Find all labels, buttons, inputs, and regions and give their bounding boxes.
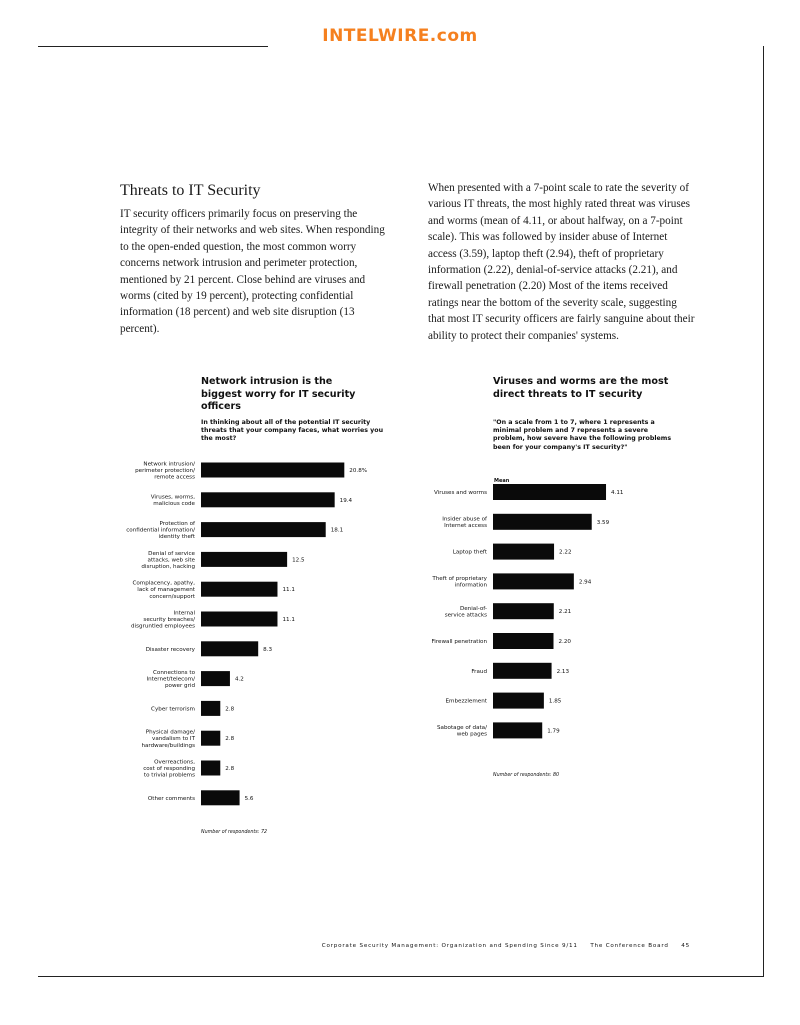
- category-label: Fraud: [471, 668, 487, 675]
- bar-value-label: 11.1: [282, 617, 295, 623]
- category-label: web pages: [456, 731, 487, 738]
- category-label: malicious code: [153, 501, 195, 508]
- category-label: Internet access: [444, 523, 487, 530]
- category-label: Overreactions,: [154, 759, 195, 766]
- bar-value-label: 2.8: [225, 766, 235, 772]
- bar-value-label: 2.22: [559, 549, 572, 556]
- category-label: Viruses and worms: [433, 490, 487, 496]
- category-label: remote access: [154, 474, 195, 481]
- bar: [493, 484, 606, 500]
- chart1-question: In thinking about all of the potential IT security threats that your company faces, what worries you the most?: [201, 419, 384, 443]
- category-label: Connections to: [153, 670, 195, 676]
- chart2-question: "On a scale from 1 to 7, where 1 represents a minimal problem and 7 represents a severe problem, how severe have the following problems been for your company's IT security?": [493, 419, 672, 451]
- footer-page-number: 45: [681, 943, 690, 949]
- bar: [493, 633, 554, 649]
- category-label: Cyber terrorism: [151, 706, 195, 713]
- bar: [493, 603, 554, 619]
- category-label: Internet/telecom/: [146, 676, 195, 683]
- bar-value-label: 19.4: [339, 497, 353, 504]
- category-label: Sabotage of data/: [437, 725, 487, 732]
- chart1-title: Network intrusion is the biggest worry for IT security officers: [201, 376, 356, 412]
- category-label: Disaster recovery: [145, 646, 195, 653]
- bar: [493, 544, 554, 560]
- chart2-title: Viruses and worms are the most direct threats to IT security: [493, 376, 669, 400]
- left-paragraph: IT security officers primarily focus on preserving the integrity of their networks and web sites. When responding to the open-ended question, the most common worry concerns network intrusion and perimeter protection, mentioned by 21 percent. Close behind are viruses and worms (cited by 19 percent), protecting confidential information (18 percent) and web site disruption (13 percent).: [120, 208, 385, 335]
- category-label: Denial of service: [148, 550, 195, 557]
- category-label: Network intrusion/: [143, 461, 195, 468]
- bar-value-label: 4.2: [234, 676, 244, 683]
- bar-value-label: 2.94: [578, 579, 592, 586]
- bar: [493, 663, 552, 679]
- category-label: service attacks: [444, 612, 487, 619]
- bar-value-label: 3.59: [596, 519, 610, 526]
- page-footer: [0, 943, 690, 949]
- respondents-note: Number of respondents: 80: [493, 773, 560, 778]
- bar: [493, 693, 544, 709]
- respondents-note: Number of respondents: 72: [201, 830, 268, 835]
- bar-value-label: 4.11: [611, 490, 624, 496]
- bar-value-label: 12.5: [292, 557, 305, 564]
- category-label: information: [454, 582, 487, 589]
- category-label: Embezzlement: [445, 698, 487, 705]
- category-label: Other comments: [147, 795, 195, 802]
- category-label: concern/support: [149, 593, 195, 600]
- category-label: Denial-of-: [459, 605, 487, 612]
- category-label: Protection of: [159, 521, 195, 527]
- category-label: Complacency, apathy,: [132, 580, 195, 587]
- category-label: attacks, web site: [147, 557, 195, 564]
- section-title: Threats to IT Security: [120, 182, 261, 199]
- bar-value-label: 5.6: [244, 795, 254, 802]
- category-label: power grid: [164, 683, 195, 690]
- footer-publisher: The Conference Board: [590, 943, 669, 949]
- category-label: perimeter protection/: [135, 468, 195, 474]
- category-label: Physical damage/: [145, 729, 195, 736]
- category-label: disgruntled employees: [130, 623, 195, 630]
- bar: [493, 722, 542, 738]
- bar-value-label: 2.8: [225, 736, 235, 743]
- bar-value-label: 20.8%: [349, 468, 368, 474]
- bar-value-label: 1.85: [548, 698, 562, 705]
- category-label: hardware/buildings: [141, 742, 195, 749]
- bar-value-label: 2.21: [558, 609, 572, 616]
- bar-value-label: 11.1: [282, 587, 295, 594]
- category-label: vandalism to IT: [152, 736, 195, 743]
- bar-value-label: 18.1: [330, 527, 344, 534]
- category-label: Insider abuse of: [442, 516, 487, 523]
- category-label: cost of responding: [143, 766, 195, 772]
- category-label: confidential information/: [126, 527, 195, 534]
- category-label: identity theft: [158, 534, 195, 541]
- bar-value-label: 2.8: [225, 706, 235, 713]
- right-paragraph: When presented with a 7-point scale to rate the severity of various IT threats, the most highly rated threat was viruses and worms (mean of 4.11, or about halfway, on a 7-point scale). This was followed by insider abuse of Internet access (3.59), laptop theft (2.94), theft of proprietary information (2.22), denial-of-service attacks (2.21), and firewall penetration (2.20) Most of the items received ratings near the bottom of the severity scale, suggesting that most IT security officers are fairly sanguine about their ability to protect their companies' systems.: [428, 182, 695, 342]
- category-label: to trivial problems: [143, 772, 195, 779]
- bar-value-label: 1.79: [547, 728, 560, 735]
- category-label: Internal: [173, 610, 195, 617]
- bar: [493, 514, 592, 530]
- category-label: lack of management: [137, 587, 195, 594]
- bar: [493, 573, 574, 589]
- watermark: INTELWIRE.com: [322, 26, 478, 46]
- category-label: Laptop theft: [452, 549, 487, 556]
- bar-value-label: 2.20: [558, 639, 571, 645]
- category-label: disruption, hacking: [141, 564, 195, 570]
- category-label: Firewall penetration: [431, 639, 487, 645]
- bar-value-label: 8.3: [263, 646, 273, 653]
- column-header: Mean: [494, 478, 510, 484]
- footer-report-title: Corporate Security Management: Organization and Spending Since 9/11: [321, 943, 578, 949]
- category-label: security breaches/: [143, 617, 195, 623]
- category-label: Theft of proprietary: [432, 576, 487, 583]
- bar-value-label: 2.13: [556, 668, 570, 675]
- category-label: Viruses, worms,: [150, 494, 195, 501]
